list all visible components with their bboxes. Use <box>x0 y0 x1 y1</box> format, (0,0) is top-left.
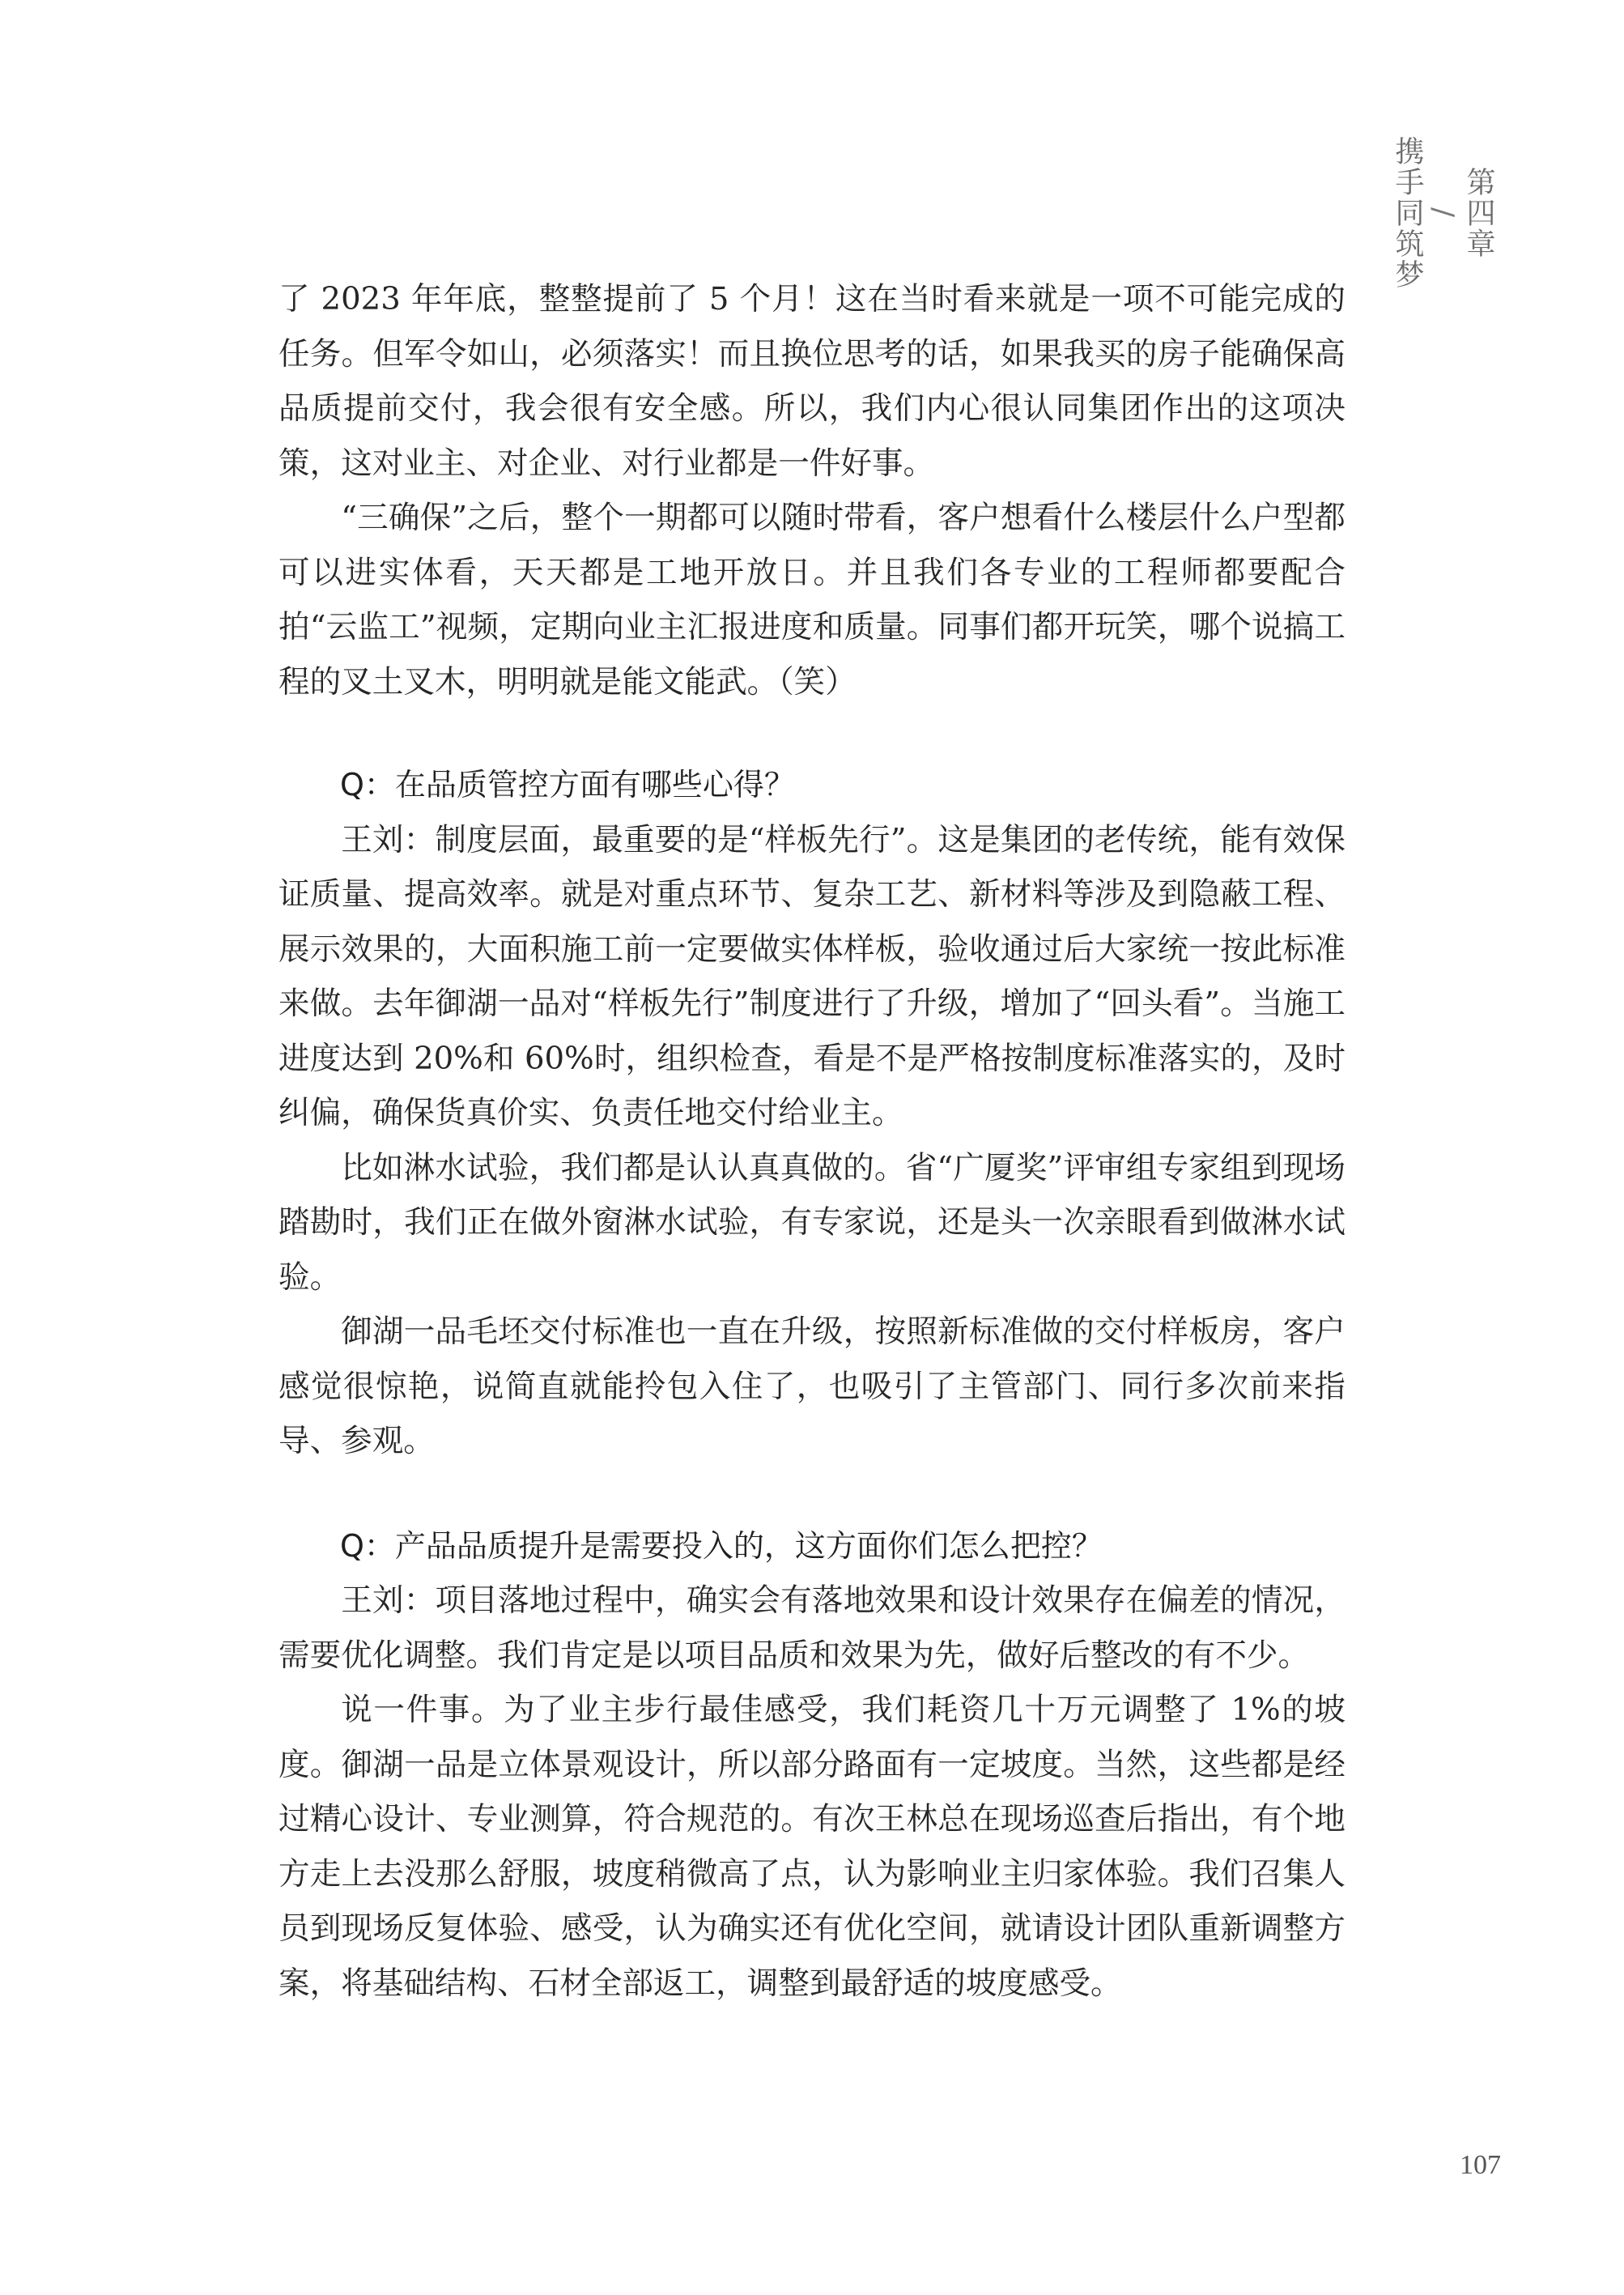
paragraph-1: 了 2023 年年底，整整提前了 5 个月！这在当时看来就是一项不可能完成的任务。但军令如山，必须落实！而且换位思考的话，如果我买的房子能确保高品质提前交付，我会很有安全感。所以，我们内心很认同集团作出的这项决策，这对业主、对企业、对行业都是一件好事。 <box>278 281 1346 482</box>
paragraph-5: 御湖一品毛坯交付标准也一直在升级，按照新标准做的交付样板房，客户感觉很惊艳，说简直就能拎包入住了，也吸引了主管部门、同行多次前来指导、参观。 <box>278 1314 1346 1459</box>
section-gap <box>278 709 1346 758</box>
page-number: 107 <box>1460 2150 1501 2180</box>
paragraph-4: 比如淋水试验，我们都是认认真真做的。省“广厦奖”评审组专家组到现场踏勘时，我们正在做外窗淋水试验，有专家说，还是头一次亲眼看到做淋水试验。 <box>278 1149 1346 1296</box>
chapter-label: 第四章 <box>1462 167 1495 259</box>
section-gap <box>278 1469 1346 1519</box>
body-text <box>278 272 1346 2011</box>
paragraph-2: “三确保”之后，整个一期都可以随时带看，客户想看什么楼层什么户型都可以进实体看，天天都是工地开放日。并且我们各专业的工程师都要配合拍“云监工”视频，定期向业主汇报进度和质量。同事们都开玩笑，哪个说搞工程的叉土叉木，明明就是能文能武。（笑） <box>278 500 1346 700</box>
paragraph-7: 说一件事。为了业主步行最佳感受，我们耗资几十万元调整了 1%的坡度。御湖一品是立体景观设计，所以部分路面有一定坡度。当然，这些都是经过精心设计、专业测算，符合规范的。有次王林总在现场巡查后指出，有个地方走上去没那么舒服，坡度稍微高了点，认为影响业主归家体验。我们召集人员到现场反复体验、感受，认为确实还有优化空间，就请设计团队重新调整方案，将基础结构、石材全部返工，调整到最舒适的坡度感受。 <box>278 1692 1346 2002</box>
question-2: Q：产品品质提升是需要投入的，这方面你们怎么把控？ <box>340 1527 1103 1564</box>
chapter-side-header <box>1391 136 1496 290</box>
header-separator: / <box>1426 207 1460 219</box>
paragraph-3: 王刘：制度层面，最重要的是“样板先行”。这是集团的老传统，能有效保证质量、提高效率。就是对重点环节、复杂工艺、新材料等涉及到隐蔽工程、展示效果的，大面积施工前一定要做实体样板，验收通过后大家统一按此标准来做。去年御湖一品对“样板先行”制度进行了升级，增加了“回头看”。当施工进度达到 20%和 60%时，组织检查，看是不是严格按制度标准落实的，及时纠偏，确保货真价实、负责任地交付给业主。 <box>278 821 1346 1131</box>
question-1: Q：在品质管控方面有哪些心得？ <box>340 767 795 803</box>
chapter-title: 携手同筑梦 <box>1391 136 1424 290</box>
paragraph-6: 王刘：项目落地过程中，确实会有落地效果和设计效果存在偏差的情况，需要优化调整。我们肯定是以项目品质和效果为先，做好后整改的有不少。 <box>278 1582 1346 1674</box>
